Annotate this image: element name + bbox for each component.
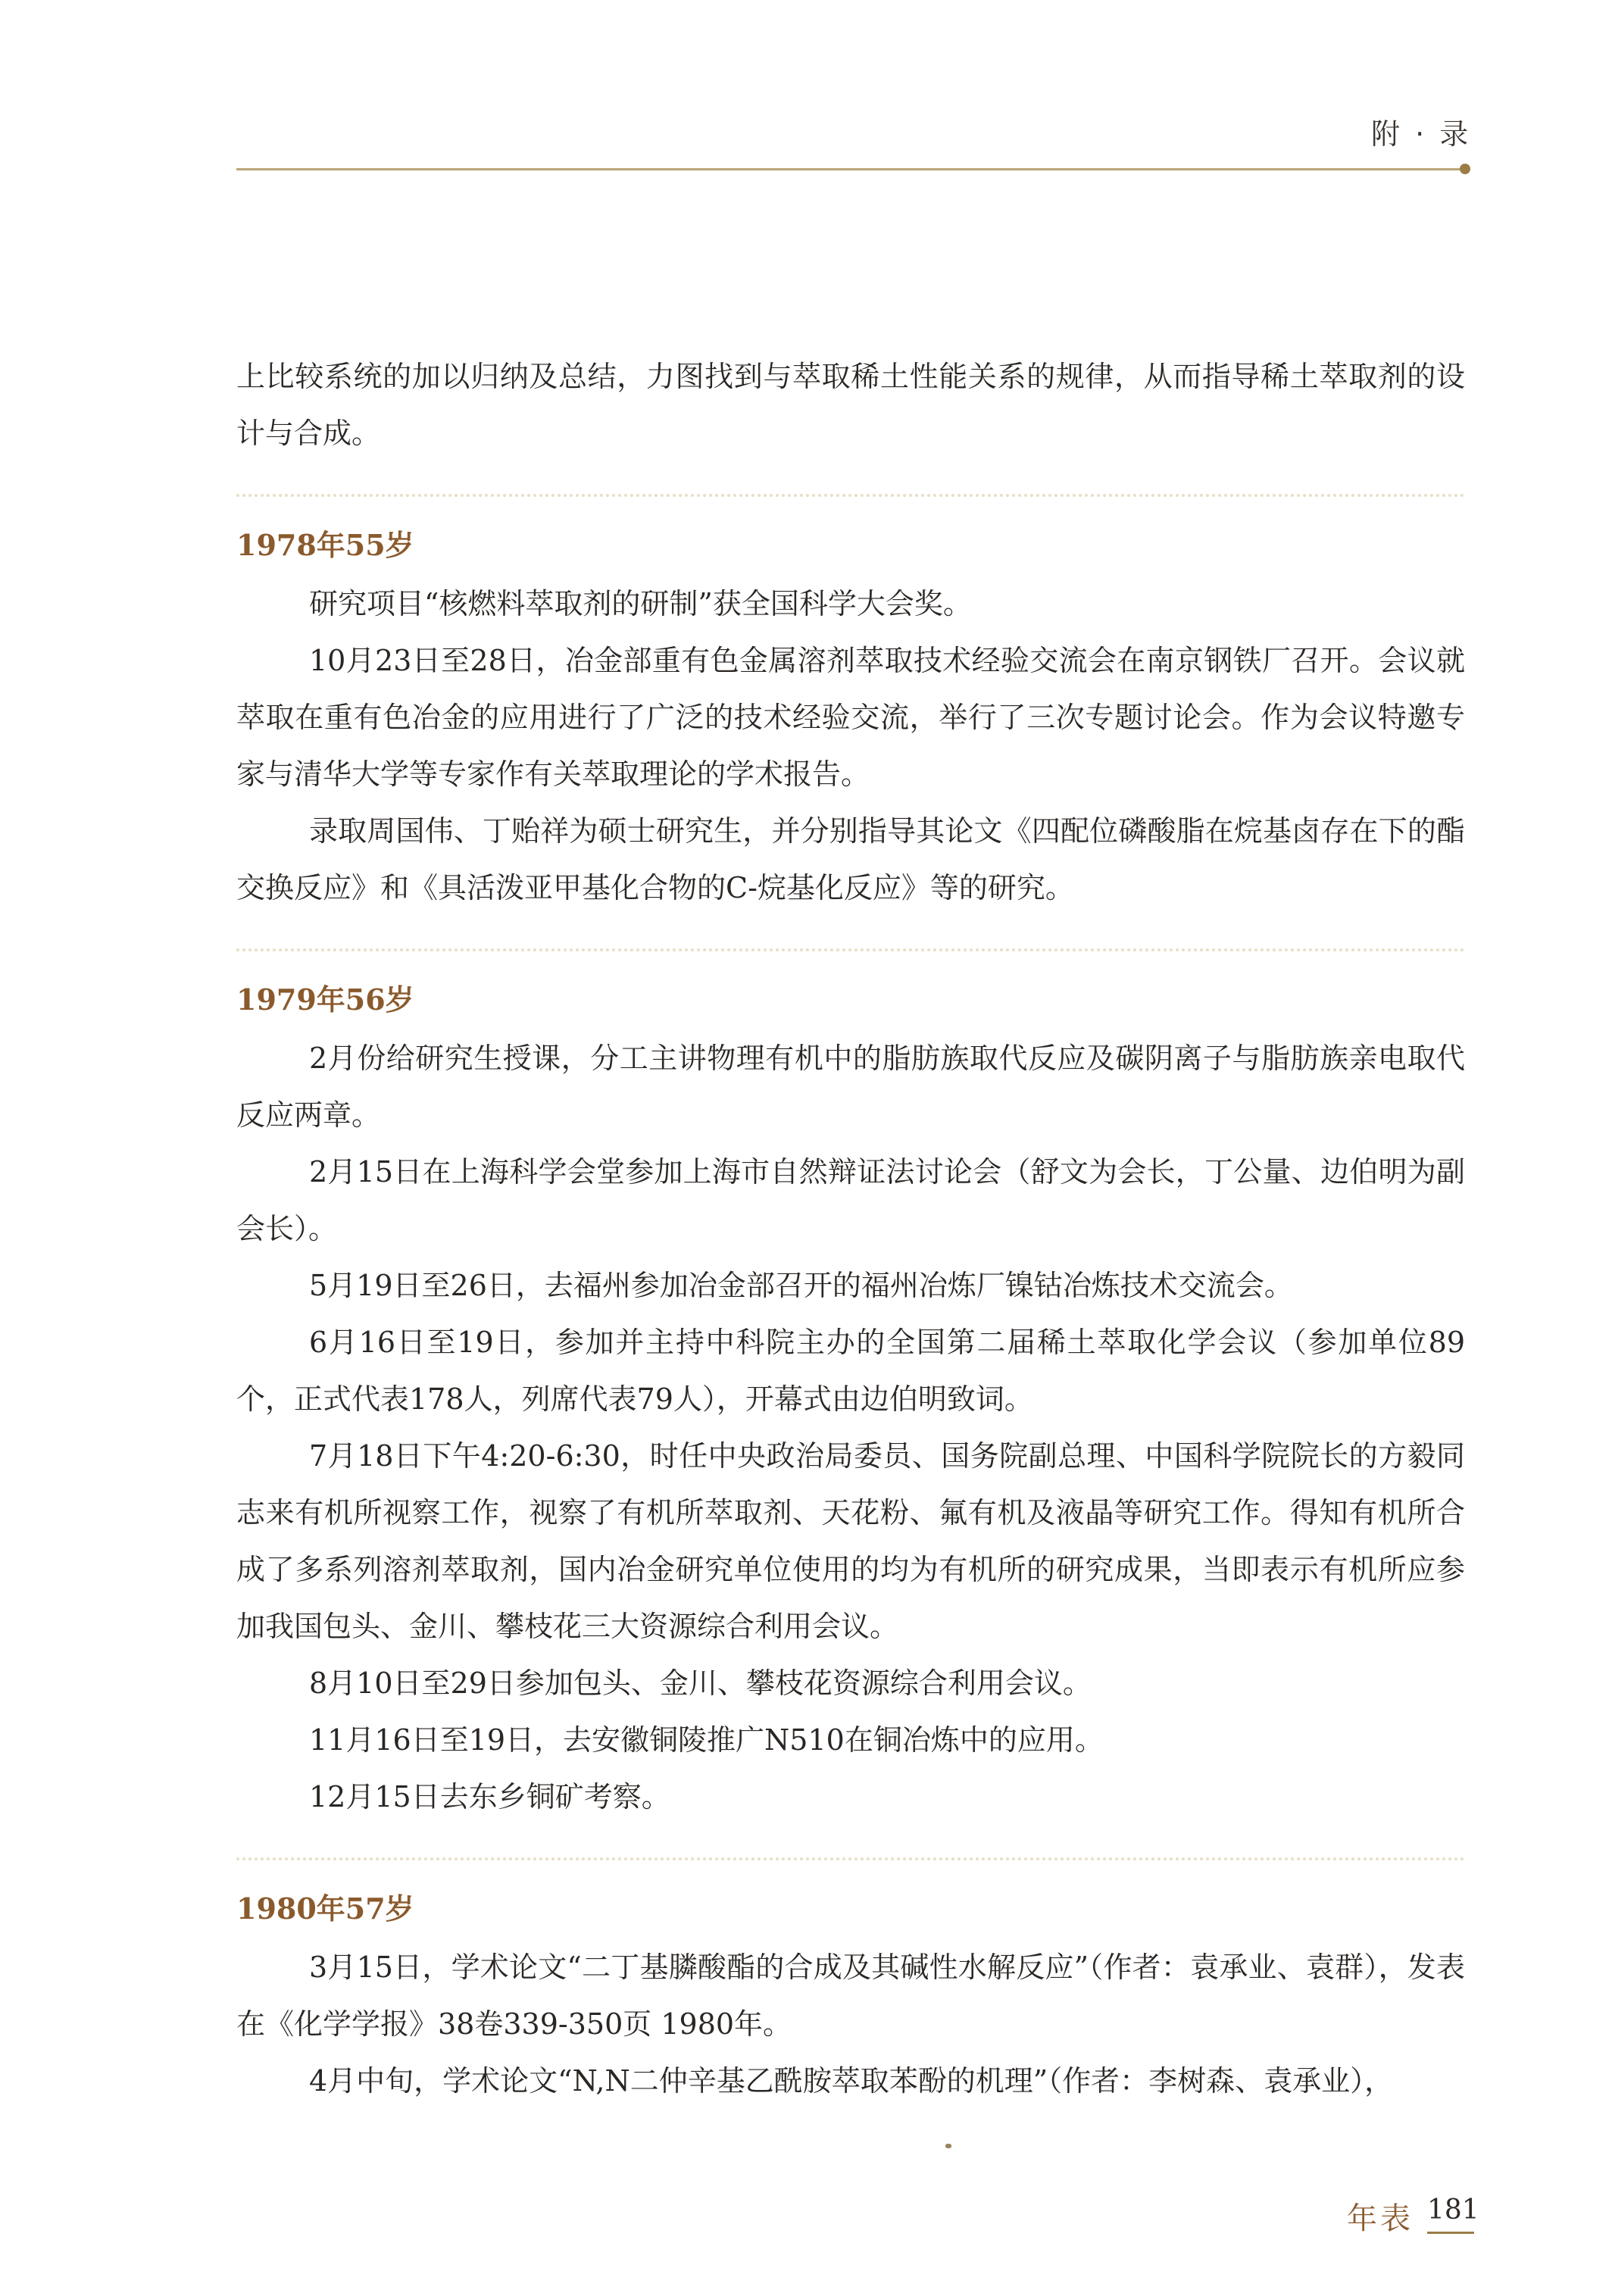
entry-paragraph: 8月10日至29日参加包头、金川、攀枝花资源综合利用会议。 [309, 1667, 1092, 1700]
entry-paragraph: 10月23日至28日，冶金部重有色金属溶剂萃取技术经验交流会在南京钢铁厂召开。会议就萃取在重有色冶金的应用进行了广泛的技术经验交流，举行了三次专题讨论会。作为会议特邀专家与清华大学等专家作有关萃取理论的学术报告。 [236, 644, 1465, 791]
header-rule [236, 168, 1462, 170]
entry-paragraph: 3月15日，学术论文“二丁基膦酸酯的合成及其碱性水解反应”（作者：袁承业、袁群），发表在《化学学报》38卷339-350页 1980年。 [236, 1951, 1465, 2041]
entry-paragraph: 录取周国伟、丁贻祥为硕士研究生，并分别指导其论文《四配位磷酸脂在烷基卤存在下的酯交换反应》和《具活泼亚甲基化合物的C-烷基化反应》等的研究。 [236, 814, 1465, 904]
section-divider [236, 494, 1465, 497]
entry-paragraph: 7月18日下午4:20-6:30，时任中央政治局委员、国务院副总理、中国科学院院长的方毅同志来有机所视察工作，视察了有机所萃取剂、天花粉、氟有机及液晶等研究工作。得知有机所合成了多系列溶剂萃取剂，国内冶金研究单位使用的均为有机所的研究成果，当即表示有机所应参加我国包头、金川、攀枝花三大资源综合利用会议。 [236, 1439, 1465, 1643]
page-number: 181 [1427, 2194, 1479, 2226]
year-heading: 1979年56岁 [236, 982, 414, 1017]
year-heading: 1980年57岁 [236, 1891, 414, 1926]
year-section-1979 [236, 970, 1465, 1826]
entry-paragraph: 6月16日至19日，参加并主持中科院主办的全国第二届稀土萃取化学会议（参加单位89个，正式代表178人，列席代表79人），开幕式由边伯明致词。 [236, 1326, 1465, 1416]
entry-paragraph: 11月16日至19日，去安徽铜陵推广N510在铜冶炼中的应用。 [309, 1723, 1104, 1757]
header-rule-dot [1460, 164, 1470, 174]
entry-paragraph: 12月15日去东乡铜矿考察。 [309, 1780, 670, 1813]
year-heading: 1978年55岁 [236, 528, 414, 562]
continuation-paragraph: 上比较系统的加以归纳及总结，力图找到与萃取稀土性能关系的规律，从而指导稀土萃取剂的设计与合成。 [236, 360, 1465, 450]
page-content [236, 348, 1465, 2110]
section-divider [236, 1857, 1465, 1860]
entry-paragraph: 2月15日在上海科学会堂参加上海市自然辩证法讨论会（舒文为会长，丁公量、边伯明为副会长）。 [236, 1155, 1465, 1245]
entry-paragraph: 5月19日至26日，去福州参加冶金部召开的福州冶炼厂镍钴冶炼技术交流会。 [309, 1269, 1293, 1302]
entry-paragraph: 2月份给研究生授课，分工主讲物理有机中的脂肪族取代反应及碳阴离子与脂肪族亲电取代反应两章。 [236, 1042, 1465, 1132]
footer-section-label: 年表 [1347, 2201, 1414, 2236]
running-header-title: 附 · 录 [1371, 117, 1472, 151]
section-divider [236, 948, 1465, 951]
print-speck [945, 2144, 951, 2148]
entry-paragraph: 研究项目“核燃料萃取剂的研制”获全国科学大会奖。 [309, 587, 972, 620]
year-section-1978 [236, 515, 1465, 917]
page-number-underline [1427, 2232, 1474, 2234]
year-section-1980 [236, 1879, 1465, 2110]
entry-paragraph: 4月中旬，学术论文“N,N二仲辛基乙酰胺萃取苯酚的机理”（作者：李树森、袁承业）， [309, 2064, 1394, 2098]
